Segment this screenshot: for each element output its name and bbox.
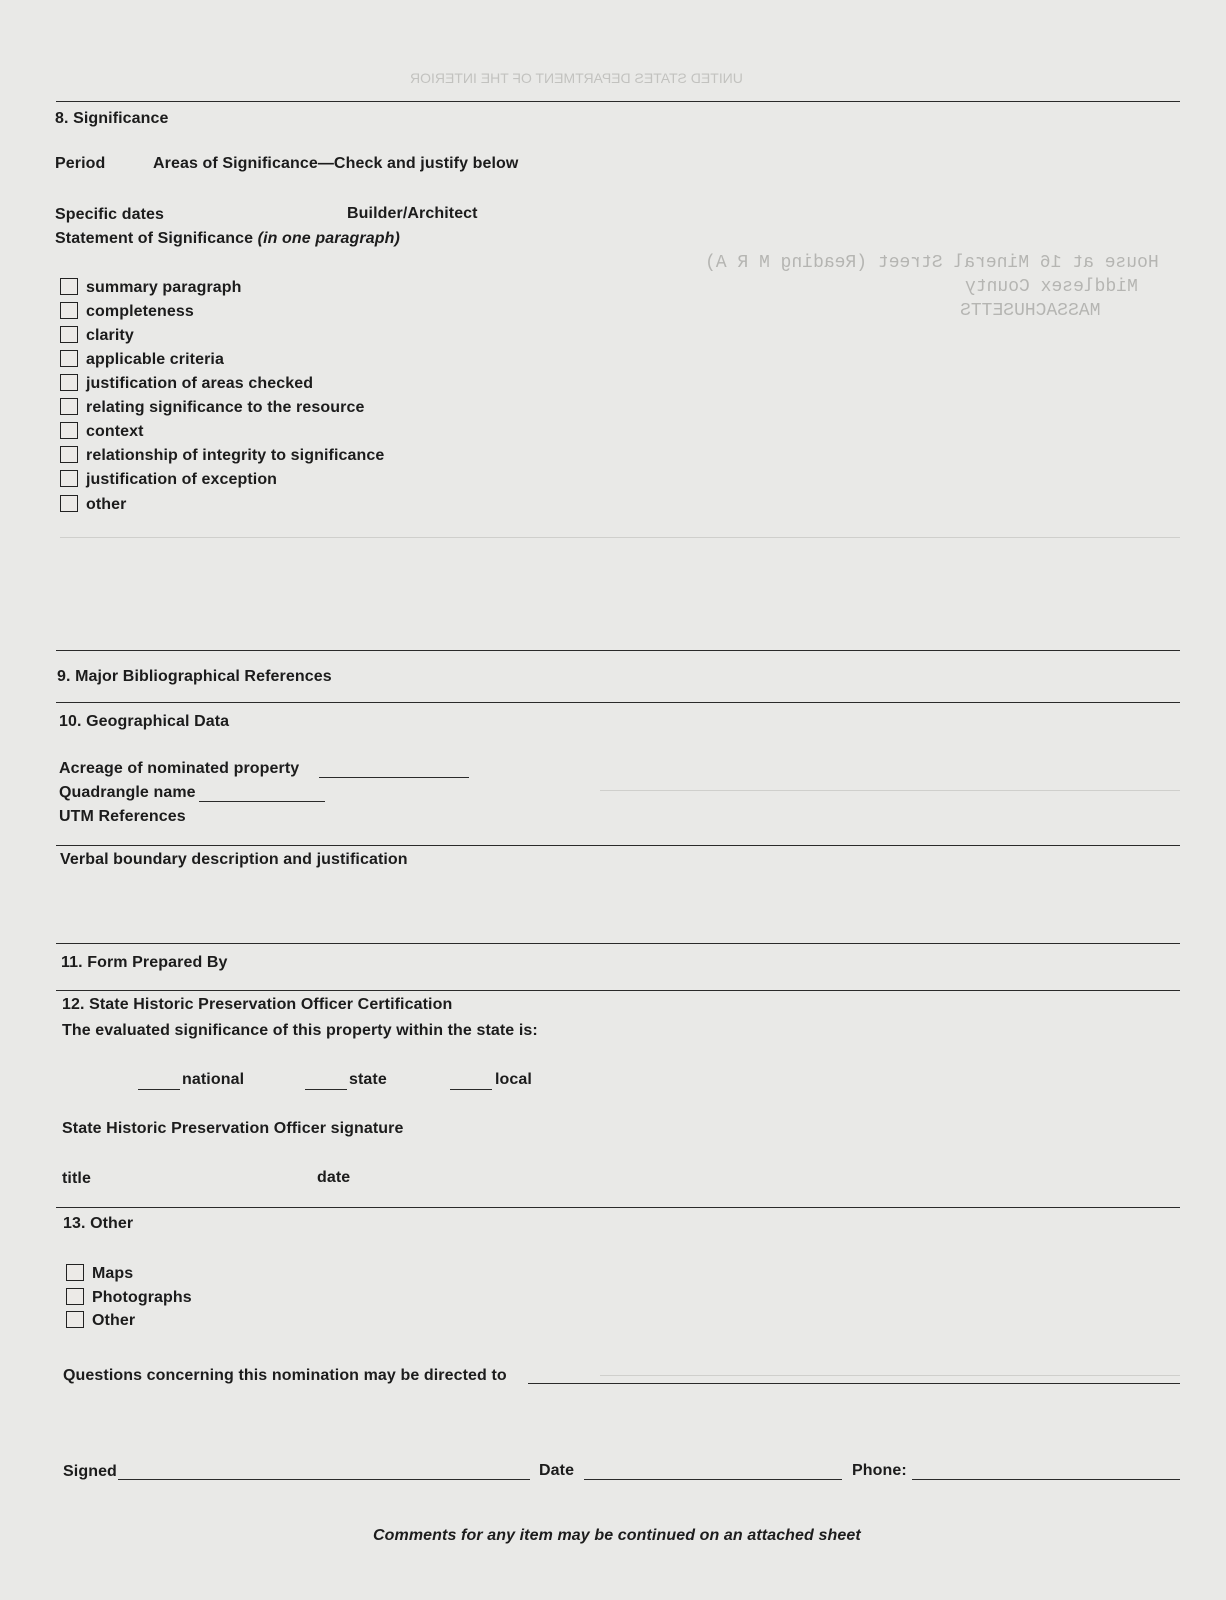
areas-of-significance-label: Areas of Significance—Check and justify below [153,155,519,172]
checklist-label: clarity [86,327,134,344]
signed-label: Signed [63,1463,117,1480]
checklist-label: justification of areas checked [86,375,314,392]
phone-field[interactable] [912,1479,1180,1480]
section-divider [56,943,1180,944]
checklist-label: relationship of integrity to significance [86,447,385,464]
checkbox-other[interactable] [60,495,78,512]
evaluated-significance-text: The evaluated significance of this property within the state is: [62,1022,538,1039]
checkbox-context[interactable] [60,422,78,439]
checkbox-applicable-criteria[interactable] [60,350,78,367]
acreage-field[interactable] [319,777,469,778]
section-11-heading: 11. Form Prepared By [61,954,228,971]
section-divider [56,650,1180,651]
quadrangle-field[interactable] [199,801,325,802]
state-label: state [349,1071,387,1088]
section-divider [56,990,1180,991]
section-8-heading: 8. Significance [55,110,169,127]
shpo-signature-label: State Historic Preservation Officer signature [62,1120,404,1137]
checkbox-relating-significance[interactable] [60,398,78,415]
utm-references-label: UTM References [59,808,186,825]
verbal-boundary-label: Verbal boundary description and justification [60,851,408,868]
other-checklist-label: Other [92,1312,136,1329]
checklist-label: context [86,423,144,440]
national-blank[interactable] [138,1089,180,1090]
period-label: Period [55,155,106,172]
local-label: local [495,1071,532,1088]
title-label: title [62,1170,91,1187]
statement-of-significance-label [55,230,400,248]
statement-note: (in one paragraph) [257,230,400,247]
checkbox-justification-of-exception[interactable] [60,470,78,487]
specific-dates-label: Specific dates [55,206,165,223]
questions-label: Questions concerning this nomination may be directed to [63,1367,507,1384]
checklist-label: applicable criteria [86,351,224,368]
checklist-label: other [86,496,127,513]
checklist-label: relating significance to the resource [86,399,365,416]
acreage-label: Acreage of nominated property [59,760,300,777]
other-checklist-label: Photographs [92,1289,192,1306]
bleed-rule [600,790,1180,791]
signed-date-field[interactable] [584,1479,842,1480]
bleed-stamp-line-1: House at 16 Mineral Street (Reading M R A) [705,253,1159,273]
bleed-rule [600,1375,1180,1376]
section-13-heading: 13. Other [63,1215,134,1232]
section-divider [56,845,1180,846]
section-divider [56,702,1180,703]
checkbox-summary-paragraph[interactable] [60,278,78,295]
other-checklist-label: Maps [92,1265,134,1282]
section-divider [56,101,1180,102]
phone-label: Phone: [852,1462,907,1479]
signed-date-label: Date [539,1462,575,1479]
bleed-stamp-line-2: Middlesex County [965,277,1138,297]
signed-field[interactable] [118,1479,530,1480]
state-blank[interactable] [305,1089,347,1090]
section-divider [56,1207,1180,1208]
checklist-label: justification of exception [86,471,278,488]
national-label: national [182,1071,245,1088]
checkbox-justification-of-areas[interactable] [60,374,78,391]
footer-note: Comments for any item may be continued on an attached sheet [373,1527,861,1544]
checklist-label: completeness [86,303,194,320]
statement-label-text: Statement of Significance [55,230,254,247]
checklist-label: summary paragraph [86,279,242,296]
questions-contact-field[interactable] [528,1383,1180,1384]
checkbox-integrity-to-significance[interactable] [60,446,78,463]
bleed-header: UNITED STATES DEPARTMENT OF THE INTERIOR [410,70,743,86]
local-blank[interactable] [450,1089,492,1090]
bleed-stamp-line-3: MASSACHUSETTS [960,301,1101,321]
date-label: date [317,1169,351,1186]
checkbox-photographs[interactable] [66,1288,84,1305]
quadrangle-label: Quadrangle name [59,784,196,801]
checkbox-clarity[interactable] [60,326,78,343]
section-10-heading: 10. Geographical Data [59,713,230,730]
checkbox-other-attachment[interactable] [66,1311,84,1328]
section-12-heading: 12. State Historic Preservation Officer Certification [62,996,453,1013]
checkbox-maps[interactable] [66,1264,84,1281]
builder-architect-label: Builder/Architect [347,205,478,222]
checkbox-completeness[interactable] [60,302,78,319]
bleed-rule [60,537,1180,538]
section-9-heading: 9. Major Bibliographical References [57,668,332,685]
